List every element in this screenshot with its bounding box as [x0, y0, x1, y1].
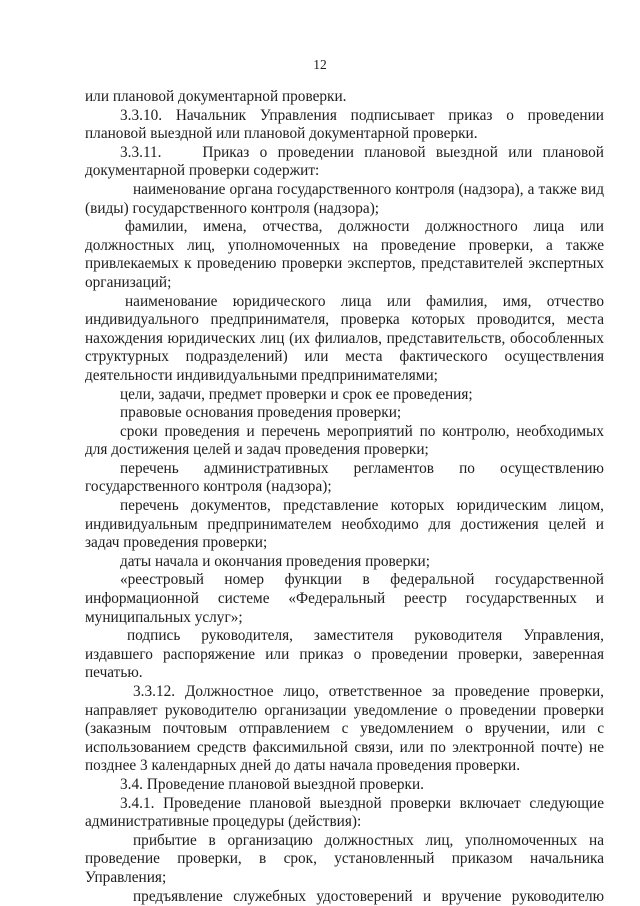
paragraph: 3.3.10. Начальник Управления подписывает приказ о проведении плановой выездной или плановой документарной проверки. — [85, 106, 604, 143]
paragraph: фамилии, имена, отчества, должности должностного лица или должностных лиц, уполномоченных на проведение проверки, а также привлекаемых к проведению проверки экспертов, представителей экспертных организаций; — [85, 218, 604, 291]
paragraph: цели, задачи, предмет проверки и срок ее проведения; — [120, 385, 473, 403]
paragraph: правовые основания проведения проверки; — [120, 404, 402, 422]
paragraph: «реестровый номер функции в федеральной государственной информационной системе «Федеральный реестр государственных и муниципальных услуг»; — [85, 571, 604, 626]
paragraph: прибытие в организацию должностных лиц, уполномоченных на проведение проверки, в срок, установленный приказом начальника Управления; — [85, 831, 604, 886]
paragraph: 3.4.1. Проведение плановой выездной проверки включает следующие административные процедуры (действия): — [85, 794, 604, 831]
paragraph: предъявление служебных удостоверений и вручение руководителю — [133, 887, 604, 905]
page-number: 12 — [313, 57, 327, 72]
paragraph: перечень административных регламентов по осуществлению государственного контроля (надзора); — [85, 459, 604, 496]
paragraph: даты начала и окончания проведения проверки; — [120, 552, 430, 570]
paragraph: перечень документов, представление которых юридическим лицом, индивидуальным предпринимателем необходимо для достижения целей и задач проведения проверки; — [85, 497, 604, 552]
paragraph: или плановой документарной проверки. — [85, 88, 347, 105]
paragraph: подпись руководителя, заместителя руководителя Управления, издавшего распоряжение или приказ о проведении проверки, заверенная печатью. — [85, 627, 604, 682]
paragraph: сроки проведения и перечень мероприятий по контролю, необходимых для достижения целей и задач проведения проверки; — [85, 422, 604, 459]
paragraph: наименование органа государственного контроля (надзора), а также вид (виды) государственного контроля (надзора); — [85, 180, 604, 217]
paragraph: 3.4. Проведение плановой выездной проверки. — [120, 775, 424, 793]
paragraph: наименование юридического лица или фамилия, имя, отчество индивидуального предпринимателя, проверка которых проводится, места нахождения юридических лиц (их филиалов, представительств, обособленных структурных подразделений) или места фактического осуществления деятельности индивидуальными предпринимателями; — [85, 292, 604, 384]
paragraph: 3.3.11. Приказ о проведении плановой выездной или плановой документарной проверки содержит: — [85, 143, 604, 180]
body-text — [85, 88, 604, 906]
paragraph: 3.3.12. Должностное лицо, ответственное за проведение проверки, направляет руководителю организации уведомление о проведении проверки (заказным почтовым отправлением с уведомлением о вручении, или с использованием средств факсимильной связи, или по электронной почте) не позднее 3 календарных дней до даты начала проведения проверки. — [85, 683, 604, 775]
